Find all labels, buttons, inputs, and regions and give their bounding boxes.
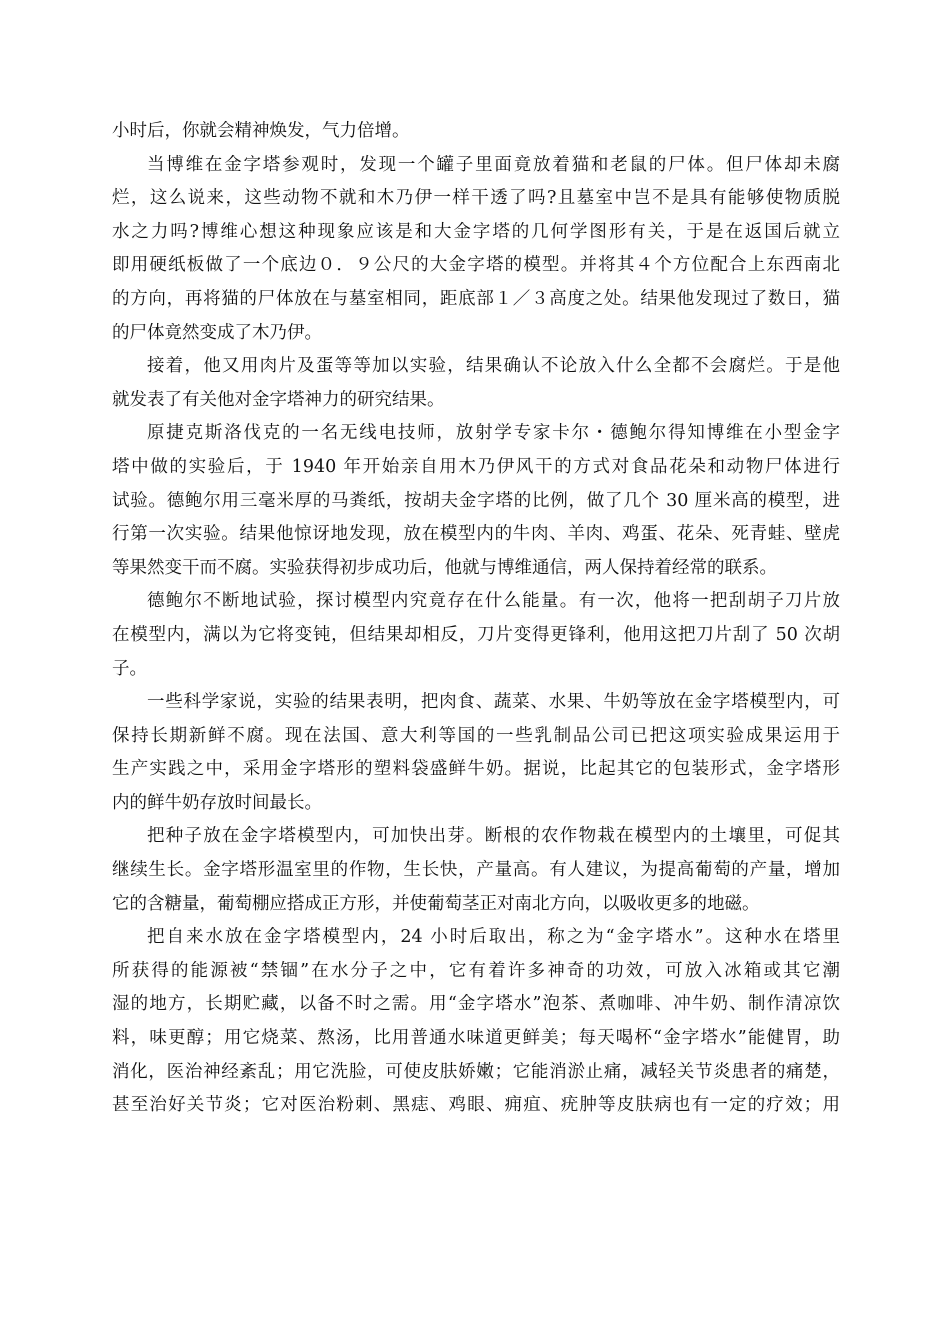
paragraph-line: 就发表了有关他对金字塔神力的研究结果。 [112,389,445,410]
paragraph [112,149,840,351]
paragraph-line: 所获得的能源被“禁锢”在水分子之中，它有着许多神奇的功效，可放入冰箱或其它潮 [112,960,840,981]
paragraph-line: 料，味更醇；用它烧菜、熬汤，比用普通水味道更鲜美；每天喝杯“金字塔水”能健胃，助 [112,1028,840,1049]
paragraph-line: 把自来水放在金字塔模型内，24 小时后取出，称之为“金字塔水”。这种水在塔里 [147,927,840,948]
paragraph [112,585,840,686]
paragraph-line: 把种子放在金字塔模型内，可加快出芽。断根的农作物栽在模型内的土壤里，可促其 [147,826,840,847]
paragraph-line: 原捷克斯洛伐克的一名无线电技师，放射学专家卡尔・德鲍尔得知博维在小型金字 [147,423,840,444]
paragraph-line: 湿的地方，长期贮藏，以备不时之需。用“金字塔水”泡茶、煮咖啡、冲牛奶、制作清凉饮 [112,994,840,1015]
paragraph-line: 等果然变干而不腐。实验获得初步成功后，他就与博维通信，两人保持着经常的联系。 [112,557,777,578]
paragraph-line: 的尸体竟然变成了木乃伊。 [112,322,322,343]
paragraph-line: 甚至治好关节炎；它对医治粉刺、黑痣、鸡眼、痈疽、疣肿等皮肤病也有一定的疗效；用 [112,1095,840,1116]
paragraph [112,115,840,149]
paragraph-line: 行第一次实验。结果他惊讶地发现，放在模型内的牛肉、羊肉、鸡蛋、花朵、死青蛙、壁虎 [112,524,840,545]
paragraph-line: 塔中做的实验后，于 1940 年开始亲自用木乃伊风干的方式对食品花朵和动物尸体进行 [112,456,840,477]
document-body-text [112,115,840,1123]
paragraph [112,820,840,921]
paragraph-line: 接着，他又用肉片及蛋等等加以实验，结果确认不论放入什么全都不会腐烂。于是他 [147,356,840,377]
paragraph-line: 烂，这么说来，这些动物不就和木乃伊一样干透了吗?且墓室中岂不是具有能够使物质脱 [112,188,840,209]
paragraph-line: 的方向，再将猫的尸体放在与墓室相同，距底部１／３高度之处。结果他发现过了数日，猫 [112,288,840,309]
paragraph-line: 德鲍尔不断地试验，探讨模型内究竟存在什么能量。有一次，他将一把刮胡子刀片放 [147,591,840,612]
paragraph-line: 保持长期新鲜不腐。现在法国、意大利等国的一些乳制品公司已把这项实验成果运用于 [112,725,840,746]
paragraph-line: 生产实践之中，采用金字塔形的塑料袋盛鲜牛奶。据说，比起其它的包装形式，金字塔形 [112,759,840,780]
paragraph [112,417,840,585]
paragraph-line: 在模型内，满以为它将变钝，但结果却相反，刀片变得更锋利，他用这把刀片刮了 50 次胡 [112,624,840,645]
paragraph-line: 小时后，你就会精神焕发，气力倍增。 [112,121,410,141]
paragraph-line: 内的鲜牛奶存放时间最长。 [112,792,322,813]
paragraph-line: 水之力吗?博维心想这种现象应该是和大金字塔的几何学图形有关，于是在返国后就立 [112,221,840,242]
paragraph-line: 一些科学家说，实验的结果表明，把肉食、蔬菜、水果、牛奶等放在金字塔模型内，可 [147,692,840,713]
paragraph-line: 子。 [112,658,147,679]
paragraph [112,350,840,417]
paragraph-line: 即用硬纸板做了一个底边０．９公尺的大金字塔的模型。并将其４个方位配合上东西南北 [112,255,840,276]
paragraph-line: 继续生长。金字塔形温室里的作物，生长快，产量高。有人建议，为提高葡萄的产量，增加 [112,860,840,881]
paragraph-line: 它的含糖量，葡萄棚应搭成正方形，并使葡萄茎正对南北方向，以吸收更多的地磁。 [112,893,760,914]
paragraph [112,921,840,1123]
paragraph-line: 试验。德鲍尔用三毫米厚的马粪纸，按胡夫金字塔的比例，做了几个 30 厘米高的模型，进 [112,490,840,511]
paragraph-line: 当博维在金字塔参观时，发现一个罐子里面竟放着猫和老鼠的尸体。但尸体却未腐 [147,154,840,175]
paragraph [112,686,840,820]
paragraph-line: 消化，医治神经紊乱；用它洗脸，可使皮肤娇嫩；它能消淤止痛，减轻关节炎患者的痛楚， [112,1061,840,1082]
